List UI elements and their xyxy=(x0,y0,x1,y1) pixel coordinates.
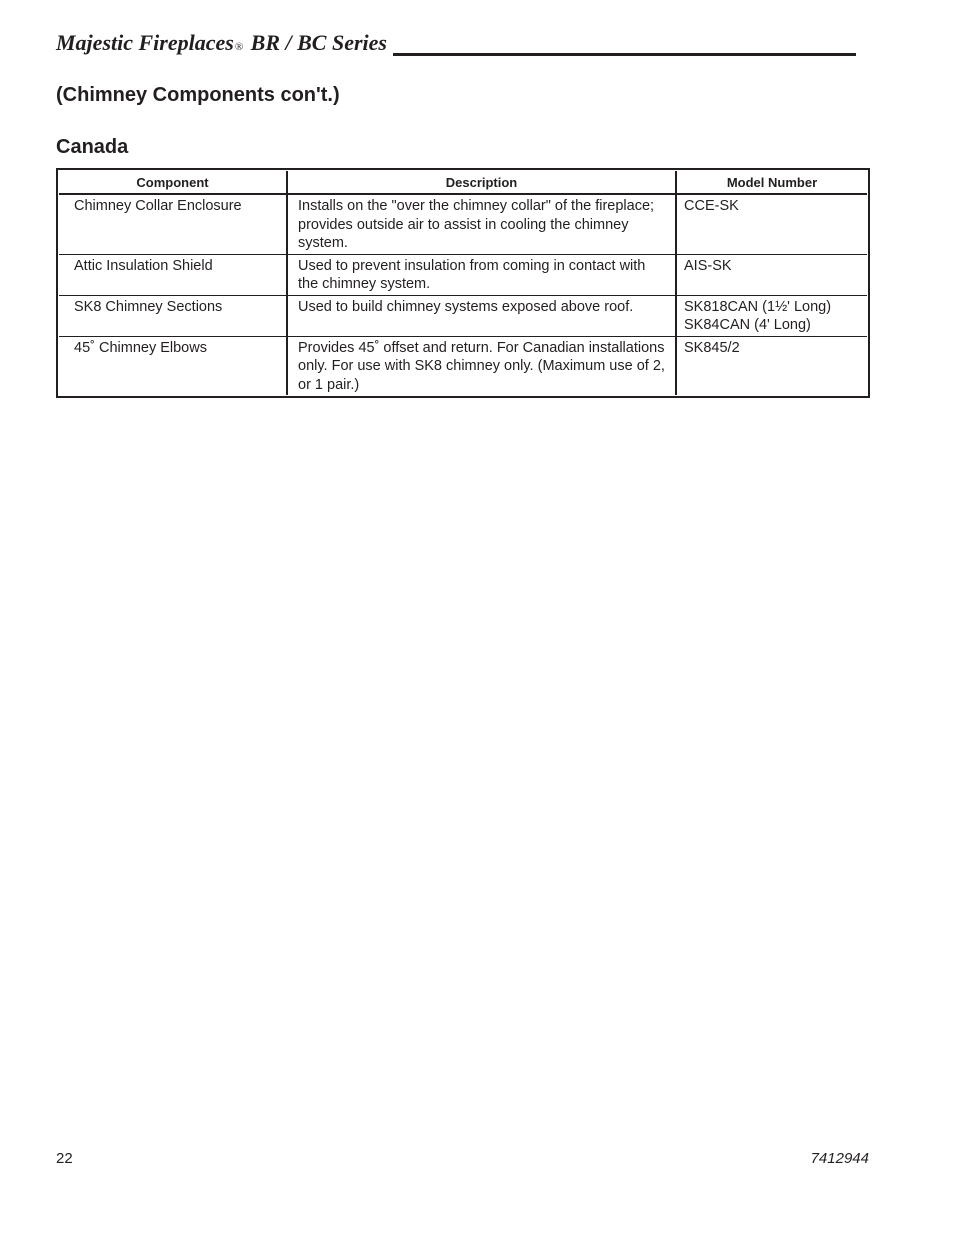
cell-component: 45˚ Chimney Elbows xyxy=(74,339,207,356)
header-model-number: Model Number xyxy=(676,171,867,194)
model-number: CCE-SK xyxy=(684,198,739,214)
header-component: Component xyxy=(59,171,287,194)
document-number: 7412944 xyxy=(810,1150,869,1167)
header-description: Description xyxy=(287,171,676,194)
cell-description: Used to prevent insulation from coming in contact with the chimney system. xyxy=(287,254,676,295)
cell-model xyxy=(676,194,867,254)
section-title: (Chimney Components con't.) xyxy=(56,84,340,106)
region-title: Canada xyxy=(56,136,129,158)
cell-description: Used to build chimney systems exposed above roof. xyxy=(287,295,676,336)
cell-model xyxy=(676,336,867,395)
model-number: SK818CAN (1½' Long) xyxy=(684,298,832,315)
table-row xyxy=(59,194,867,254)
brand-name: Majestic Fireplaces xyxy=(56,30,234,55)
page-header xyxy=(56,30,856,60)
series-name: BR / BC Series xyxy=(250,30,387,55)
page-number: 22 xyxy=(56,1150,73,1167)
components-table-frame xyxy=(56,168,870,398)
table-row xyxy=(59,295,867,336)
cell-component: Attic Insulation Shield xyxy=(59,254,287,295)
model-number: SK845/2 xyxy=(684,339,740,356)
brand-title xyxy=(56,30,387,60)
table-row xyxy=(59,254,867,295)
table-row xyxy=(59,336,867,395)
cell-description: Provides 45˚ offset and return. For Canadian installations only. For use with SK8 chimney only. (Maximum use of 2, or 1 pair.) xyxy=(287,336,676,395)
model-number: AIS-SK xyxy=(684,257,732,274)
table-header-row xyxy=(59,171,867,194)
cell-model xyxy=(676,295,867,336)
cell-component: SK8 Chimney Sections xyxy=(59,295,287,336)
header-rule xyxy=(393,53,856,56)
cell-model xyxy=(676,254,867,295)
components-table xyxy=(59,171,867,395)
cell-component: Chimney Collar Enclosure xyxy=(59,194,287,254)
cell-description: Installs on the "over the chimney collar" of the fireplace; provides outside air to assist in cooling the chimney system. xyxy=(287,194,676,254)
model-number: SK84CAN (4' Long) xyxy=(684,317,811,333)
registered-mark: ® xyxy=(234,41,244,53)
